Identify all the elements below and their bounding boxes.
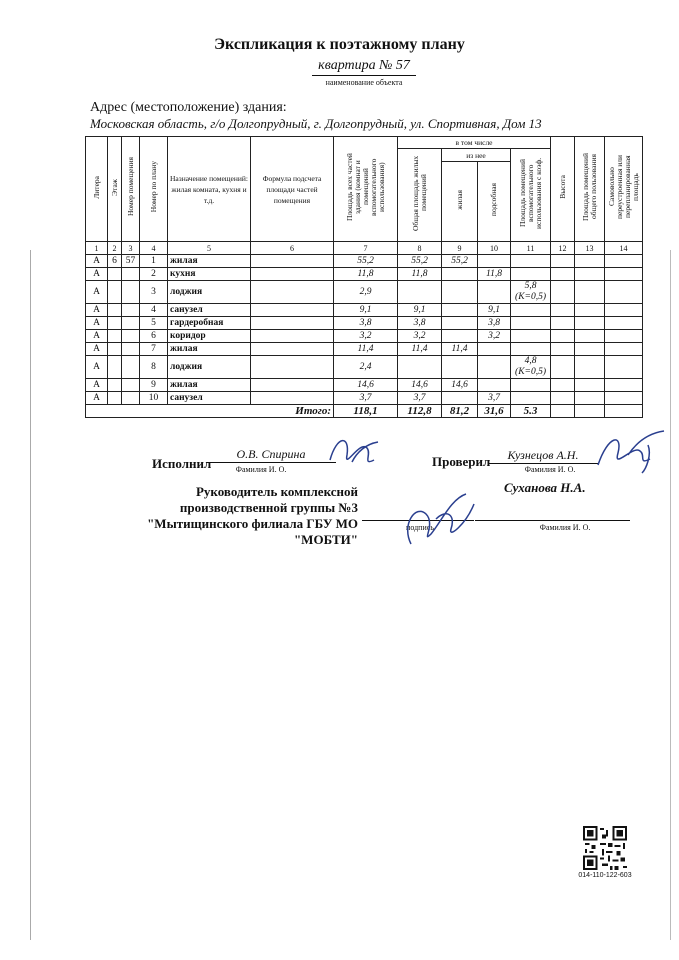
cell-floor (108, 392, 122, 405)
checker-signature (588, 425, 668, 475)
cell-total: 3,8 (398, 317, 442, 330)
scan-edge-left (30, 250, 31, 940)
totals-area: 118,1 (334, 405, 398, 418)
table-row (86, 281, 643, 304)
cell-room (122, 330, 140, 343)
cell-total: 3,7 (398, 392, 442, 405)
cell-empty (575, 255, 605, 268)
cell-living (442, 317, 478, 330)
address-label: Адрес (местоположение) здания: (90, 100, 287, 115)
head-title: Руководитель комплексной производственной группы №3 "Мытищинского филиала ГБУ МО "МОБТИ" (147, 484, 358, 547)
cell-empty (251, 343, 334, 356)
cell-name: жилая (168, 379, 251, 392)
cell-lit: А (86, 343, 108, 356)
cell-floor (108, 379, 122, 392)
cell-empty (251, 255, 334, 268)
cell-empty (551, 392, 575, 405)
explication-table (85, 136, 643, 418)
cell-empty (551, 268, 575, 281)
cell-empty (575, 343, 605, 356)
cell-aux: 11,8 (478, 268, 511, 281)
header-of-which: из нее (442, 149, 511, 162)
cell-empty (605, 281, 643, 304)
cell-plan: 1 (140, 255, 168, 268)
cell-empty (605, 317, 643, 330)
header-total-living: Общая площадь жилых помещений (398, 149, 442, 242)
cell-empty (575, 330, 605, 343)
totals-living: 81,2 (442, 405, 478, 418)
cell-empty (605, 304, 643, 317)
cell-empty (251, 392, 334, 405)
table-row (86, 356, 643, 379)
explication-rows (86, 255, 643, 405)
address-value: Московская область, г/о Долгопрудный, г. Долгопрудный, ул. Спортивная, Дом 13 (90, 116, 542, 131)
cell-floor: 6 (108, 255, 122, 268)
cell-empty (575, 317, 605, 330)
cell-aux: 9,1 (478, 304, 511, 317)
cell-lit: А (86, 317, 108, 330)
cell-plan: 3 (140, 281, 168, 304)
cell-empty (251, 304, 334, 317)
cell-total (398, 356, 442, 379)
cell-empty (605, 268, 643, 281)
header-litera: Литера (86, 137, 108, 242)
scan-edge-right (670, 250, 671, 940)
cell-empty (551, 304, 575, 317)
cell-aux (478, 379, 511, 392)
cell-coef (511, 268, 551, 281)
cell-name: кухня (168, 268, 251, 281)
header-area-all: Площадь всех частей здания (комнат и помещений вспомогательного использования) (334, 137, 398, 242)
executor-signature (322, 430, 382, 474)
executor-label: Исполнил (152, 456, 212, 471)
table-row (86, 330, 643, 343)
head-sign-caption: подпись (406, 523, 434, 532)
head-signature (396, 484, 486, 556)
cell-floor (108, 343, 122, 356)
cell-total: 9,1 (398, 304, 442, 317)
cell-plan: 6 (140, 330, 168, 343)
cell-plan: 7 (140, 343, 168, 356)
table-row (86, 268, 643, 281)
cell-floor (108, 268, 122, 281)
cell-name: жилая (168, 255, 251, 268)
cell-total: 14,6 (398, 379, 442, 392)
table-row (86, 255, 643, 268)
cell-total (398, 281, 442, 304)
cell-total: 55,2 (398, 255, 442, 268)
cell-name: гардеробная (168, 317, 251, 330)
cell-name: коридор (168, 330, 251, 343)
cell-room (122, 317, 140, 330)
cell-name: жилая (168, 343, 251, 356)
cell-room (122, 268, 140, 281)
cell-area: 3,2 (334, 330, 398, 343)
cell-empty (575, 392, 605, 405)
cell-floor (108, 304, 122, 317)
column-numbers-row: 1 2 3 4 5 6 7 8 9 10 11 12 13 14 (86, 242, 643, 255)
cell-aux: 3,8 (478, 317, 511, 330)
cell-lit: А (86, 392, 108, 405)
cell-coef: 4,8 (K=0,5) (511, 356, 551, 379)
cell-floor (108, 330, 122, 343)
cell-coef: 5,8 (K=0,5) (511, 281, 551, 304)
cell-lit: А (86, 379, 108, 392)
cell-name: лоджия (168, 281, 251, 304)
cell-plan: 4 (140, 304, 168, 317)
cell-room (122, 379, 140, 392)
cell-empty (605, 392, 643, 405)
checked-fio-caption: Фамилия И. О. (524, 465, 576, 474)
cell-empty (551, 356, 575, 379)
cell-empty (551, 343, 575, 356)
cell-room (122, 392, 140, 405)
cell-area: 3,7 (334, 392, 398, 405)
cell-room (122, 343, 140, 356)
cell-empty (251, 356, 334, 379)
cell-area: 14,6 (334, 379, 398, 392)
cell-area: 11,4 (334, 343, 398, 356)
cell-coef (511, 379, 551, 392)
cell-living (442, 356, 478, 379)
cell-coef (511, 255, 551, 268)
cell-living (442, 268, 478, 281)
header-formula: Формула подсчета площади частей помещения (251, 137, 334, 242)
cell-coef (511, 317, 551, 330)
cell-empty (575, 379, 605, 392)
cell-aux (478, 281, 511, 304)
cell-area: 55,2 (334, 255, 398, 268)
head-fio-caption: Фамилия И. О. (539, 523, 591, 532)
cell-floor (108, 356, 122, 379)
cell-coef (511, 330, 551, 343)
header-living: жилая (442, 162, 478, 242)
header-purpose: Назначение помещений: жилая комната, кухня и т.д. (168, 137, 251, 242)
object-name-caption: наименование объекта (325, 78, 403, 87)
cell-area: 11,8 (334, 268, 398, 281)
header-aux-coef: Площадь помещений вспомогательного использования с коэф. (511, 149, 551, 242)
cell-empty (251, 330, 334, 343)
cell-area: 2,4 (334, 356, 398, 379)
cell-empty (575, 281, 605, 304)
cell-lit: А (86, 304, 108, 317)
cell-empty (605, 330, 643, 343)
cell-living (442, 281, 478, 304)
cell-living: 14,6 (442, 379, 478, 392)
cell-aux: 3,2 (478, 330, 511, 343)
cell-empty (551, 330, 575, 343)
totals-total: 112,8 (398, 405, 442, 418)
header-common: Площадь помещений общего пользования (575, 137, 605, 242)
header-incl: в том числе (398, 137, 551, 149)
cell-aux (478, 343, 511, 356)
cell-empty (551, 255, 575, 268)
cell-area: 9,1 (334, 304, 398, 317)
table-row (86, 392, 643, 405)
header-room-no: Номер помещения (122, 137, 140, 242)
cell-empty (605, 356, 643, 379)
cell-coef (511, 304, 551, 317)
cell-empty (551, 379, 575, 392)
document-title: Экспликация к поэтажному плану (214, 36, 465, 53)
header-aux: подсобная (478, 162, 511, 242)
header-plan-no: Номер по плану (140, 137, 168, 242)
cell-area: 3,8 (334, 317, 398, 330)
cell-floor (108, 317, 122, 330)
cell-empty (605, 255, 643, 268)
cell-plan: 5 (140, 317, 168, 330)
totals-aux: 31,6 (478, 405, 511, 418)
qr-code (583, 826, 627, 870)
table-row (86, 304, 643, 317)
cell-aux: 3,7 (478, 392, 511, 405)
cell-plan: 2 (140, 268, 168, 281)
cell-plan: 8 (140, 356, 168, 379)
cell-name: лоджия (168, 356, 251, 379)
cell-coef (511, 343, 551, 356)
cell-room: 57 (122, 255, 140, 268)
cell-room (122, 356, 140, 379)
cell-empty (605, 379, 643, 392)
header-height: Высота (551, 137, 575, 242)
cell-living (442, 330, 478, 343)
qr-code-label: 014-110-122-603 (578, 872, 632, 879)
totals-label: Итого: (86, 405, 334, 418)
checked-name: Кузнецов А.Н. (488, 448, 598, 464)
cell-total: 3,2 (398, 330, 442, 343)
cell-living (442, 392, 478, 405)
cell-living (442, 304, 478, 317)
cell-lit: А (86, 281, 108, 304)
totals-coef: 5.3 (511, 405, 551, 418)
table-row (86, 379, 643, 392)
cell-lit: А (86, 255, 108, 268)
checked-label: Проверил (432, 454, 491, 469)
cell-lit: А (86, 268, 108, 281)
cell-aux (478, 255, 511, 268)
executor-fio-caption: Фамилия И. О. (235, 465, 287, 474)
head-fio-line (475, 520, 630, 521)
cell-plan: 10 (140, 392, 168, 405)
cell-lit: А (86, 330, 108, 343)
table-row (86, 317, 643, 330)
object-name: квартира № 57 (312, 58, 416, 76)
cell-coef (511, 392, 551, 405)
cell-plan: 9 (140, 379, 168, 392)
cell-empty (575, 268, 605, 281)
table-row (86, 343, 643, 356)
cell-empty (551, 281, 575, 304)
cell-empty (575, 304, 605, 317)
header-floor: Этаж (108, 137, 122, 242)
cell-area: 2,9 (334, 281, 398, 304)
totals-row (86, 405, 643, 418)
cell-empty (251, 317, 334, 330)
cell-name: санузел (168, 392, 251, 405)
cell-empty (605, 343, 643, 356)
cell-lit: А (86, 356, 108, 379)
cell-aux (478, 356, 511, 379)
cell-empty (551, 317, 575, 330)
cell-living: 55,2 (442, 255, 478, 268)
cell-name: санузел (168, 304, 251, 317)
cell-room (122, 281, 140, 304)
head-name: Суханова Н.А. (504, 480, 586, 495)
cell-empty (575, 356, 605, 379)
executor-name: О.В. Спирина (206, 447, 336, 463)
cell-total: 11,4 (398, 343, 442, 356)
cell-room (122, 304, 140, 317)
cell-empty (251, 281, 334, 304)
cell-empty (251, 268, 334, 281)
cell-floor (108, 281, 122, 304)
cell-total: 11,8 (398, 268, 442, 281)
header-unauth: Самовольно переустроенная или перепланированная площадь (605, 137, 643, 242)
cell-living: 11,4 (442, 343, 478, 356)
cell-empty (251, 379, 334, 392)
